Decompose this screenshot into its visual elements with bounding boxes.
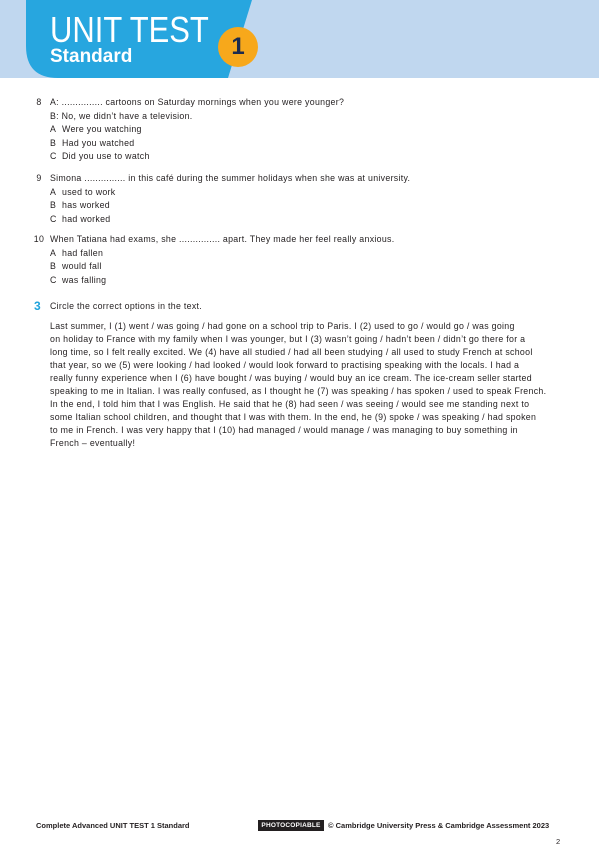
option-c [50, 150, 599, 164]
question-stem: Simona ............... in this café during the summer holidays when she was at university. [50, 173, 411, 183]
option-letter: A [50, 124, 57, 134]
option-a [50, 186, 599, 200]
text-line: Last summer, I (1) went / was going / had gone on a school trip to Paris. I (2) used to go / would go / was going [50, 320, 515, 331]
copyright-notice: © Cambridge University Press & Cambridge Assessment 2023 [328, 821, 550, 830]
question-number: 8 [36, 97, 42, 107]
section-text [50, 320, 546, 451]
option-b [50, 260, 599, 274]
text-line: speaking to me in Italian. I was really confused, as I thought he (7) was speaking / has spoken / used to speak French. [50, 385, 547, 396]
option-b [50, 137, 599, 151]
option-text: would fall [62, 261, 102, 271]
option-letter: A [50, 247, 57, 258]
option-c [50, 274, 599, 288]
option-letter: B [50, 200, 57, 210]
question-10 [0, 233, 599, 287]
option-letter: C [50, 274, 57, 285]
level-label: Standard [50, 46, 133, 67]
option-letter: C [50, 213, 57, 224]
page-number: 2 [556, 837, 561, 846]
section-number: 3 [34, 299, 41, 313]
text-line: on holiday to France with my family when I was younger, but I (3) wasn’t going / hadn’t been / didn’t go there for a [50, 333, 526, 344]
text-line: long time, so I felt really excited. We (4) have all studied / had all been studying / all used to study French at school [50, 346, 533, 357]
option-text: has worked [62, 200, 110, 210]
photocopiable-badge: PHOTOCOPIABLE [258, 820, 324, 831]
option-text: had worked [62, 213, 111, 224]
option-letter: B [50, 261, 57, 271]
text-line: to me in French. I was very happy that I (10) had managed / would manage / was managing to buy something in [50, 425, 518, 436]
option-letter: C [50, 151, 57, 161]
question-number: 9 [36, 173, 42, 183]
question-stem: When Tatiana had exams, she ............... apart. They made her feel really anxious. [50, 234, 395, 244]
text-line: French – eventually! [50, 438, 136, 449]
footer-title: Complete Advanced UNIT TEST 1 Standard [36, 821, 190, 830]
unit-number: 1 [231, 33, 245, 60]
option-text: Had you watched [62, 137, 135, 148]
text-line: that year, so we (5) were looking / had looked / would look forward to practising speaking with the locals. I had a [50, 359, 520, 370]
text-line: In the end, I told him that I was English. He said that he (8) had seen / was seeing / would see me standing next to [50, 399, 530, 410]
option-text: was falling [62, 274, 107, 285]
option-text: Were you watching [62, 124, 142, 134]
text-line: some Italian school children, and thought that I was with them. In the end, he (9) spoke / was speaking / had spoken [50, 412, 537, 423]
option-letter: B [50, 137, 57, 148]
unit-test-title: UNIT TEST [50, 9, 209, 50]
unit-number-badge [218, 27, 258, 67]
option-text: had fallen [62, 247, 104, 258]
section-instruction: Circle the correct options in the text. [50, 301, 203, 311]
option-letter: A [50, 186, 57, 197]
question-8 [0, 96, 599, 164]
question-stem: A: ............... cartoons on Saturday mornings when you were younger? [50, 97, 345, 107]
option-c [50, 213, 599, 227]
option-text: used to work [62, 186, 116, 197]
text-line: really funny experience when I (6) have bought / was buying / would buy an ice cream. The ice-cream seller started [50, 372, 532, 383]
option-a [50, 247, 599, 261]
question-9 [0, 172, 599, 226]
option-b [50, 199, 599, 213]
option-a [50, 123, 599, 137]
question-followup: B: No, we didn’t have a television. [50, 110, 193, 121]
option-text: Did you use to watch [62, 151, 150, 161]
question-number: 10 [33, 234, 45, 244]
